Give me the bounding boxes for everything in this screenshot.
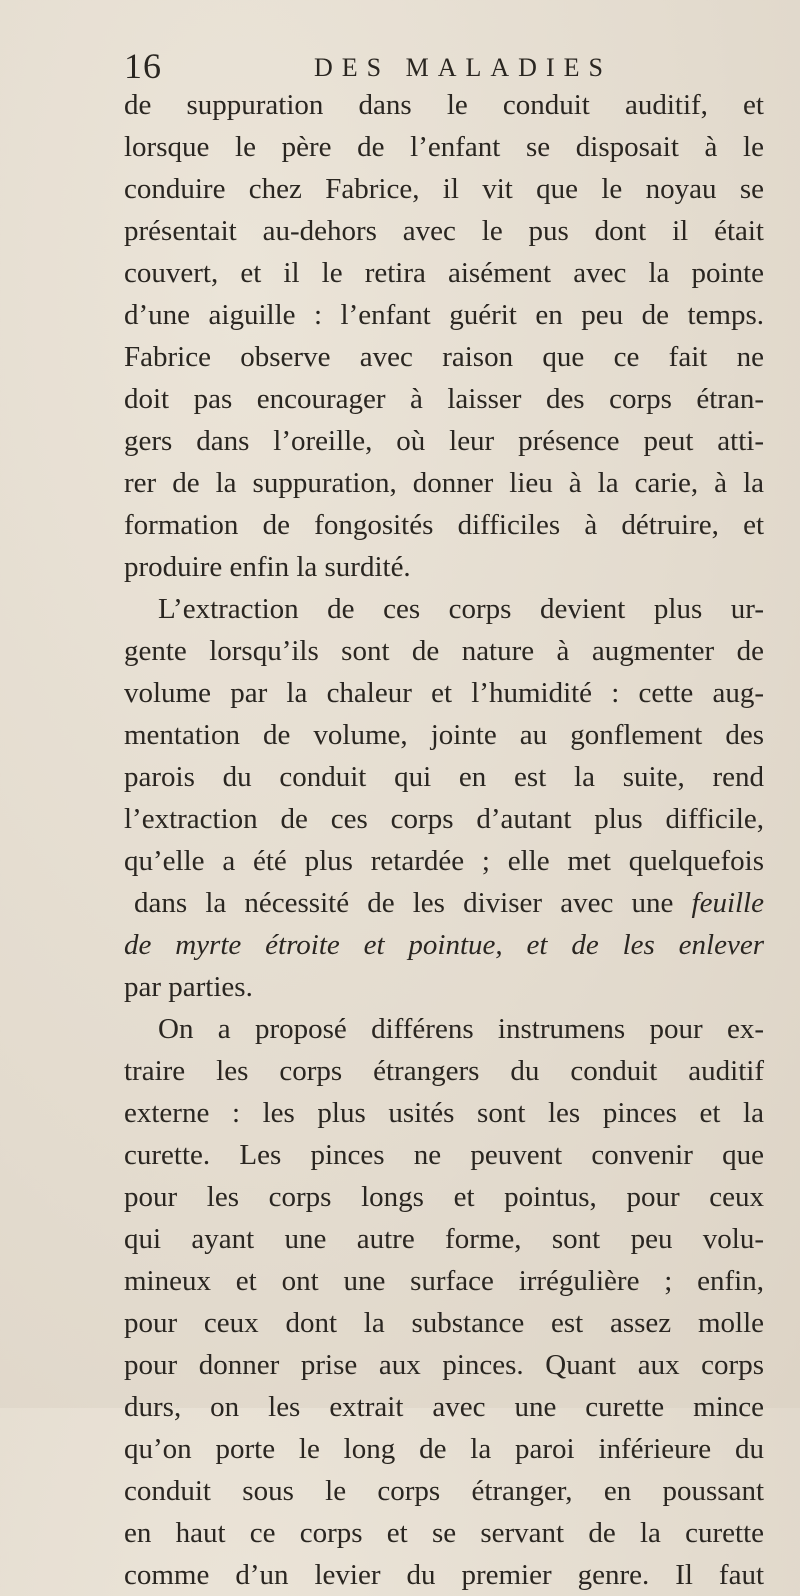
text-line: pour ceux dont la substance est assez molle [124,1307,764,1339]
text-line: lorsque le père de l’enfant se disposait à le [124,131,764,163]
text-line: volume par la chaleur et l’humidité : cette aug- [124,677,764,709]
text-line: comme d’un levier du premier genre. Il faut [124,1559,764,1591]
text-line: formation de fongosités difficiles à détruire, et [124,509,764,541]
text-line: présentait au-dehors avec le pus dont il était [124,215,764,247]
text-line-with-italic [124,882,764,924]
page-number: 16 [124,46,162,86]
text-line: qu’on porte le long de la paroi inférieure du [124,1433,764,1465]
text-line: conduit sous le corps étranger, en poussant [124,1475,764,1507]
text-line [124,924,764,966]
text-line: curette. Les pinces ne peuvent convenir que [124,1139,764,1171]
text-line: doit pas encourager à laisser des corps étran- [124,383,764,415]
text-line: mineux et ont une surface irrégulière ; enfin, [124,1265,764,1297]
italic-word: feuille [691,887,764,919]
text-line: durs, on les extrait avec une curette mince [124,1391,764,1423]
text-line: produire enfin la surdité. [124,551,411,583]
running-head [124,44,744,88]
text-line: en haut ce corps et se servant de la curette [124,1517,764,1549]
header-title: DES MALADIES [314,53,612,82]
text-line: conduire chez Fabrice, il vit que le noyau se [124,173,764,205]
text-line: parois du conduit qui en est la suite, rend [124,761,764,793]
text-line: d’une aiguille : l’enfant guérit en peu de temps. [124,299,764,331]
text-segment: dans la nécessité de les diviser avec une [134,887,674,919]
text-line: traire les corps étrangers du conduit auditif [124,1055,764,1087]
text-line: par parties. [124,971,253,1003]
text-line: Fabrice observe avec raison que ce fait ne [124,341,764,373]
text-line: externe : les plus usités sont les pinces et la [124,1097,764,1129]
text-line: L’extraction de ces corps devient plus ur- [158,593,764,625]
text-line: qu’elle a été plus retardée ; elle met quelquefois [124,845,764,877]
text-line: pour les corps longs et pointus, pour ceux [124,1181,764,1213]
text-line: gente lorsqu’ils sont de nature à augmenter de [124,635,764,667]
italic-segment: de myrte étroite et pointue, et de les enlever [124,929,764,961]
text-line: mentation de volume, jointe au gonflement des [124,719,764,751]
text-line: rer de la suppuration, donner lieu à la carie, à la [124,467,764,499]
text-line: On a proposé différens instrumens pour ex- [158,1013,764,1045]
text-line: couvert, et il le retira aisément avec la pointe [124,257,764,289]
text-line: pour donner prise aux pinces. Quant aux corps [124,1349,764,1381]
text-line: qui ayant une autre forme, sont peu volu- [124,1223,764,1255]
text-line: gers dans l’oreille, où leur présence peut atti- [124,425,764,457]
text-line: l’extraction de ces corps d’autant plus difficile, [124,803,764,835]
text-body [124,84,764,1596]
text-line: de suppuration dans le conduit auditif, et [124,89,764,121]
